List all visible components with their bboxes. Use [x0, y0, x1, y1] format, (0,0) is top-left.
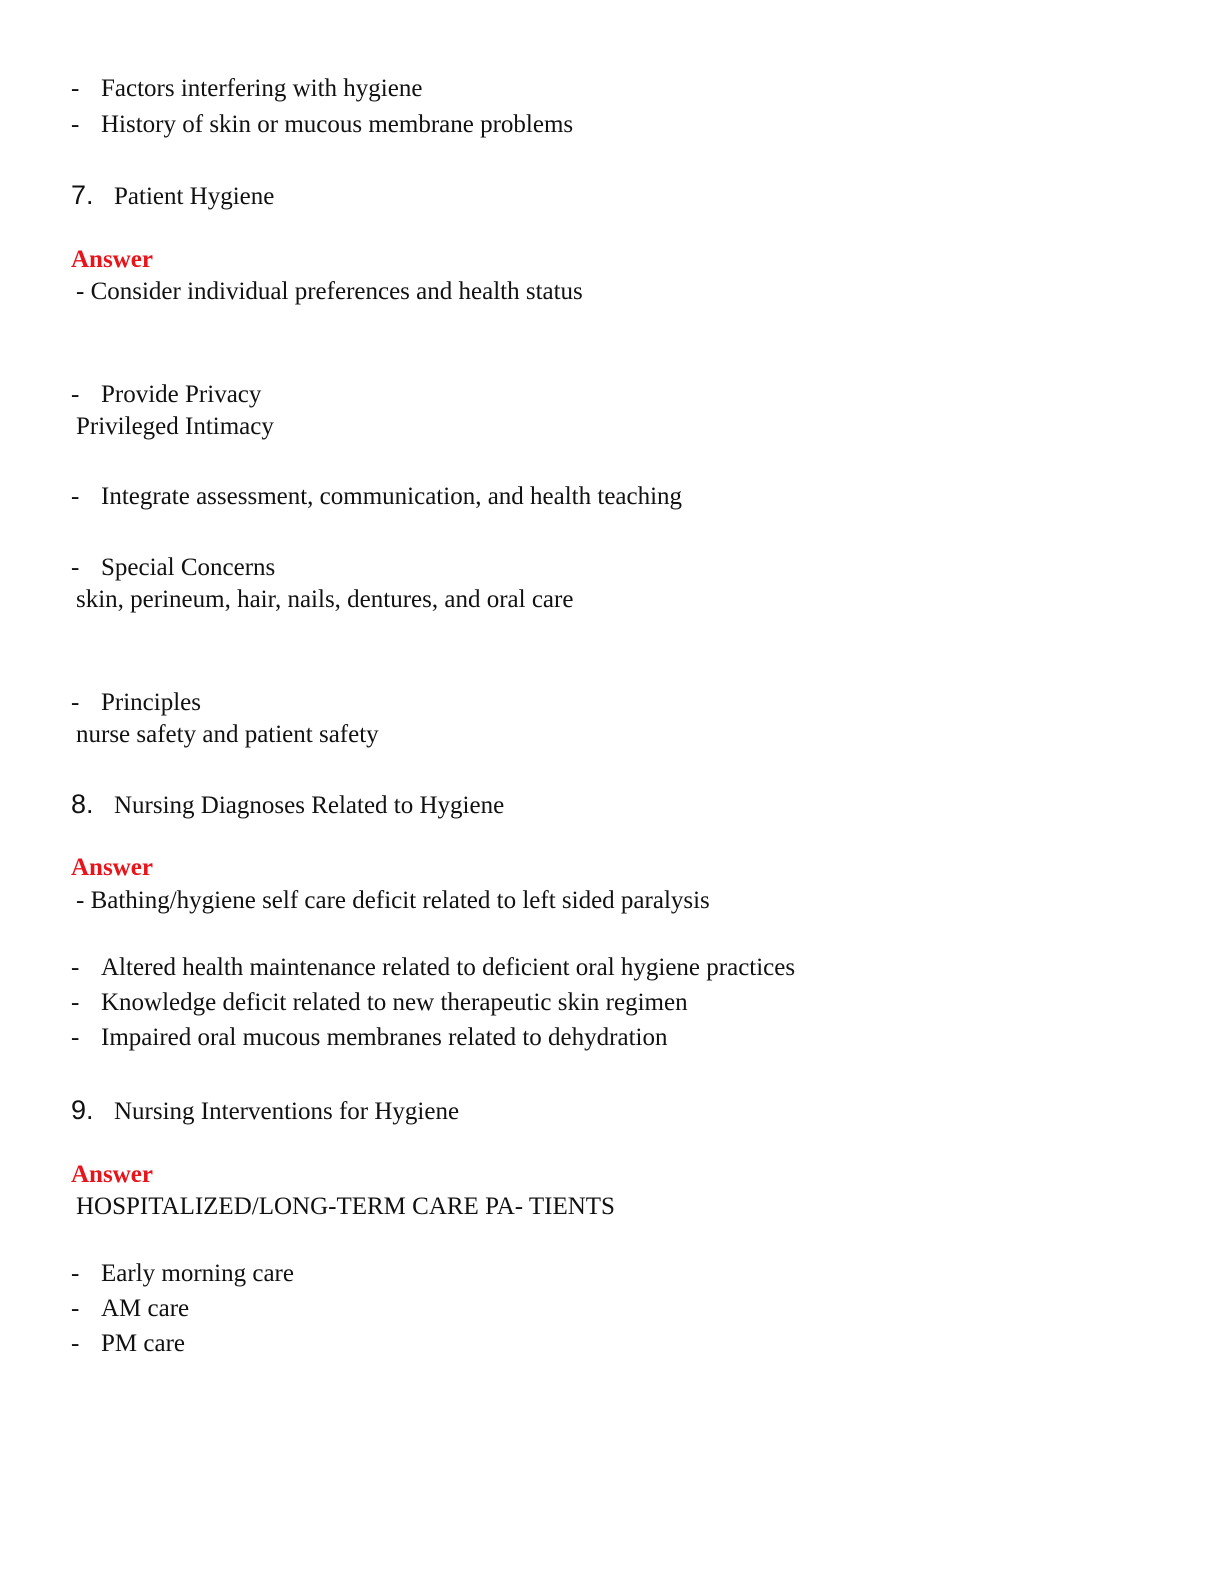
list-item-text: Factors interfering with hygiene — [101, 75, 423, 102]
answer-first-line: - Bathing/hygiene self care deficit related to left sided paralysis — [76, 887, 710, 914]
bullet-dash: - — [71, 954, 80, 981]
list-item-text: Impaired oral mucous membranes related to dehydration — [101, 1024, 668, 1051]
list-item-text: PM care — [101, 1330, 185, 1357]
list-item-text: Integrate assessment, communication, and health teaching — [101, 483, 683, 510]
question-number: 9. — [71, 1095, 94, 1125]
question-title: Patient Hygiene — [114, 183, 275, 210]
bullet-dash: - — [71, 1295, 80, 1322]
question-title: Nursing Diagnoses Related to Hygiene — [114, 792, 505, 819]
list-item-text: AM care — [101, 1295, 190, 1322]
list-item-detail: Privileged Intimacy — [76, 413, 274, 440]
bullet-dash: - — [71, 689, 80, 716]
list-item-text: History of skin or mucous membrane problems — [101, 111, 574, 138]
question-title: Nursing Interventions for Hygiene — [114, 1098, 460, 1125]
list-item-text: Altered health maintenance related to deficient oral hygiene practices — [101, 954, 796, 981]
list-item-detail: nurse safety and patient safety — [76, 721, 379, 748]
bullet-dash: - — [71, 483, 80, 510]
question-number: 8. — [71, 789, 94, 819]
question-number: 7. — [71, 180, 94, 210]
list-item-text: Provide Privacy — [101, 381, 262, 408]
list-item-text: Knowledge deficit related to new therapeutic skin regimen — [101, 989, 688, 1016]
answer-label: Answer — [71, 246, 153, 273]
bullet-dash: - — [71, 1024, 80, 1051]
answer-first-line: - Consider individual preferences and health status — [76, 278, 583, 305]
bullet-dash: - — [71, 1260, 80, 1287]
bullet-dash: - — [71, 1330, 80, 1357]
list-item-text: Special Concerns — [101, 554, 276, 581]
answer-label: Answer — [71, 854, 153, 881]
bullet-dash: - — [71, 989, 80, 1016]
bullet-dash: - — [71, 381, 80, 408]
answer-label: Answer — [71, 1161, 153, 1188]
list-item-text: Principles — [101, 689, 201, 716]
bullet-dash: - — [71, 75, 80, 102]
list-item-text: Early morning care — [101, 1260, 294, 1287]
answer-first-line: HOSPITALIZED/LONG-TERM CARE PA- TIENTS — [76, 1193, 615, 1220]
list-item-detail: skin, perineum, hair, nails, dentures, and oral care — [76, 586, 574, 613]
bullet-dash: - — [71, 554, 80, 581]
bullet-dash: - — [71, 111, 80, 138]
